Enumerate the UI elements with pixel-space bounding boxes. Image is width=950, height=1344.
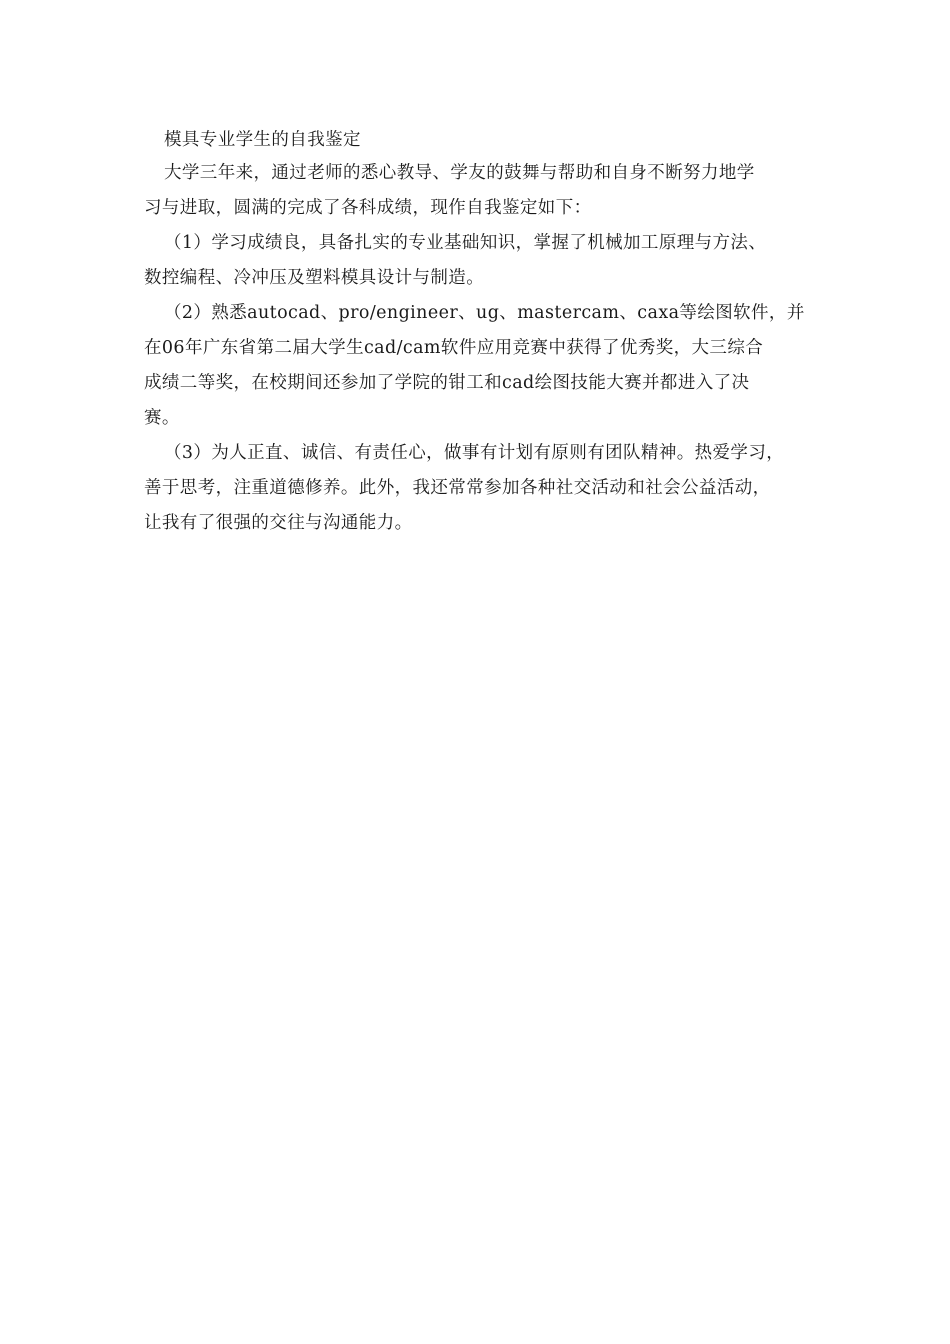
paragraph-intro-line-1: 大学三年来，通过老师的悉心教导、学友的鼓舞与帮助和自身不断努力地学 [164, 163, 755, 183]
paragraph-3-line-2: 善于思考，注重道德修养。此外，我还常常参加各种社交活动和社会公益活动， [144, 478, 771, 498]
paragraph-3-line-3: 让我有了很强的交往与沟通能力。 [144, 513, 413, 533]
paragraph-2-line-4: 赛。 [144, 408, 180, 428]
paragraph-3-line-1: （3）为人正直、诚信、有责任心，做事有计划有原则有团队精神。热爱学习， [164, 443, 785, 463]
paragraph-intro-line-2: 习与进取，圆满的完成了各科成绩，现作自我鉴定如下： [144, 198, 592, 218]
paragraph-2-line-2: 在06年广东省第二届大学生cad/cam软件应用竞赛中获得了优秀奖，大三综合 [144, 338, 764, 358]
paragraph-1-line-1: （1）学习成绩良，具备扎实的专业基础知识，掌握了机械加工原理与方法、 [164, 233, 767, 253]
paragraph-1-line-2: 数控编程、冷冲压及塑料模具设计与制造。 [144, 268, 485, 288]
document-body [144, 124, 816, 541]
document-title: 模具专业学生的自我鉴定 [164, 130, 361, 150]
paragraph-2-line-3: 成绩二等奖，在校期间还参加了学院的钳工和cad绘图技能大赛并都进入了决 [144, 373, 750, 393]
paragraph-2-line-1: （2）熟悉autocad、pro/engineer、ug、mastercam、caxa等绘图软件，并 [164, 303, 805, 323]
